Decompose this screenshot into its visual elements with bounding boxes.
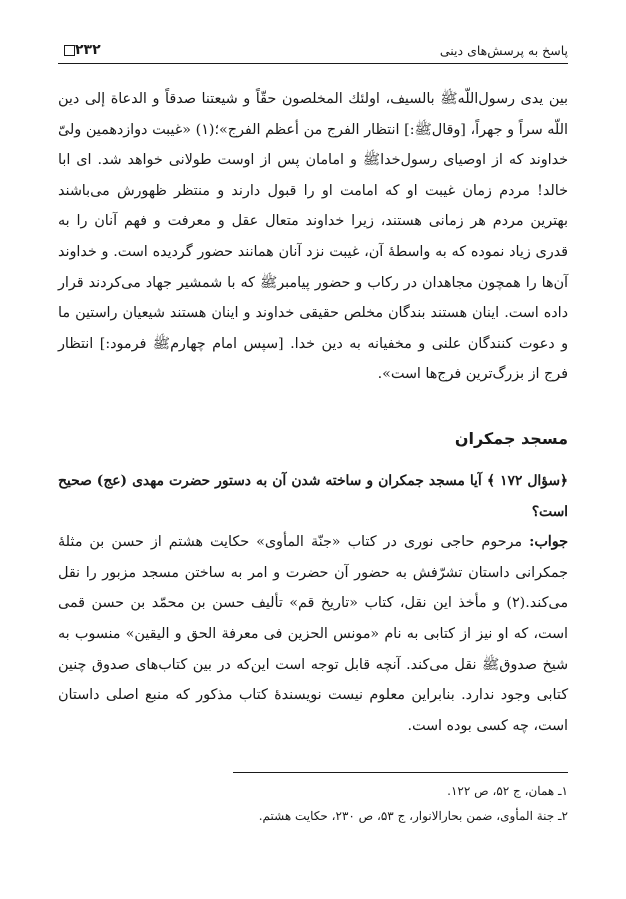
- page-number-text: ۲۳۲: [75, 42, 101, 58]
- page-number: [58, 42, 101, 58]
- footnote-1: ۱ـ همان، ج ۵۲، ص ۱۲۲.: [447, 784, 568, 798]
- footnote-divider: [233, 772, 568, 773]
- page-header: [58, 37, 568, 64]
- answer-label: جواب:: [529, 534, 568, 551]
- answer-text: مرحوم حاجی نوری در کتاب «جنّة المأوی» حکایت هشتم از حسن بن مثلهٔ جمکرانی داستان تشرّفش به حضور آن حضرت و امر به ساختن مسجد مزبور را نقل می‌کند.(۲) و مأخذ این نقل، کتاب «تاریخ قم» تألیف حسن بن محمّد بن حسن قمی است، که او نیز از کتابی به نام «مونس الحزین فی معرفة الحق و الیقین» منسوب به شیخ صدوقﷺ نقل می‌کند. آنچه قابل توجه است این‌که در بین کتاب‌های صدوق چنین کتابی وجود ندارد. بنابراین معلوم نیست نویسندهٔ کتاب مذکور که منبع اصلی داستان است، چه کسی بوده است.: [58, 534, 568, 734]
- running-title: پاسخ به پرسش‌های دینی: [439, 42, 568, 58]
- answer-paragraph: [58, 527, 568, 741]
- paragraph-hadith: بین یدی رسول‌اللّهﷺ بالسیف، اولئك المخلصون حقّاً و شیعتنا صدقاً و الدعاة إلی دین اللّه سراً و جهراً، [وقالﷺ:] انتظار الفرج من أعظم الفرج»؛(۱) «غیبت دوازدهمین ولیّ خداوند که از اوصیای رسول‌خداﷺ و امامان پس از اوست طولانی خواهد شد. ای ابا خالد! مردم زمان غیبت او که امامت او را قبول دارند و منتظر ظهورش می‌باشند بهترین مردم هر زمانی هستند، زیرا خداوند متعال عقل و معرفت و فهم آنان را به قدری زیاد نموده که به واسطهٔ آن، غیبت نزد آنان همانند حضور گردیده است. و خداوند آن‌ها را همچون مجاهدان در رکاب و حضور پیامبرﷺ که با شمشیر جهاد می‌کردند قرار داده است. اینان هستند بندگان مخلص حقیقی خداوند و اینان هستند شیعیان راستین ما و دعوت کنندگان علنی و مخفیانه به دین خدا. [سپس امام چهارمﷺ فرمود:] انتظار فرج از بزرگ‌ترین فرج‌ها است».: [58, 91, 568, 383]
- footnotes: [58, 779, 568, 829]
- footnote-2: ۲ـ جنة المأوی، ضمن بحارالانوار، ج ۵۳، ص ۲۳۰، حکایت هشتم.: [258, 809, 568, 823]
- square-bullet-icon: [64, 45, 75, 56]
- question: ﴿سؤال ۱۷۲ ﴾ آیا مسجد جمکران و ساخته شدن آن به دستور حضرت مهدی (عج) صحیح است؟: [58, 472, 568, 520]
- main-text: [58, 84, 568, 741]
- section-title: مسجد جمکران: [454, 428, 568, 448]
